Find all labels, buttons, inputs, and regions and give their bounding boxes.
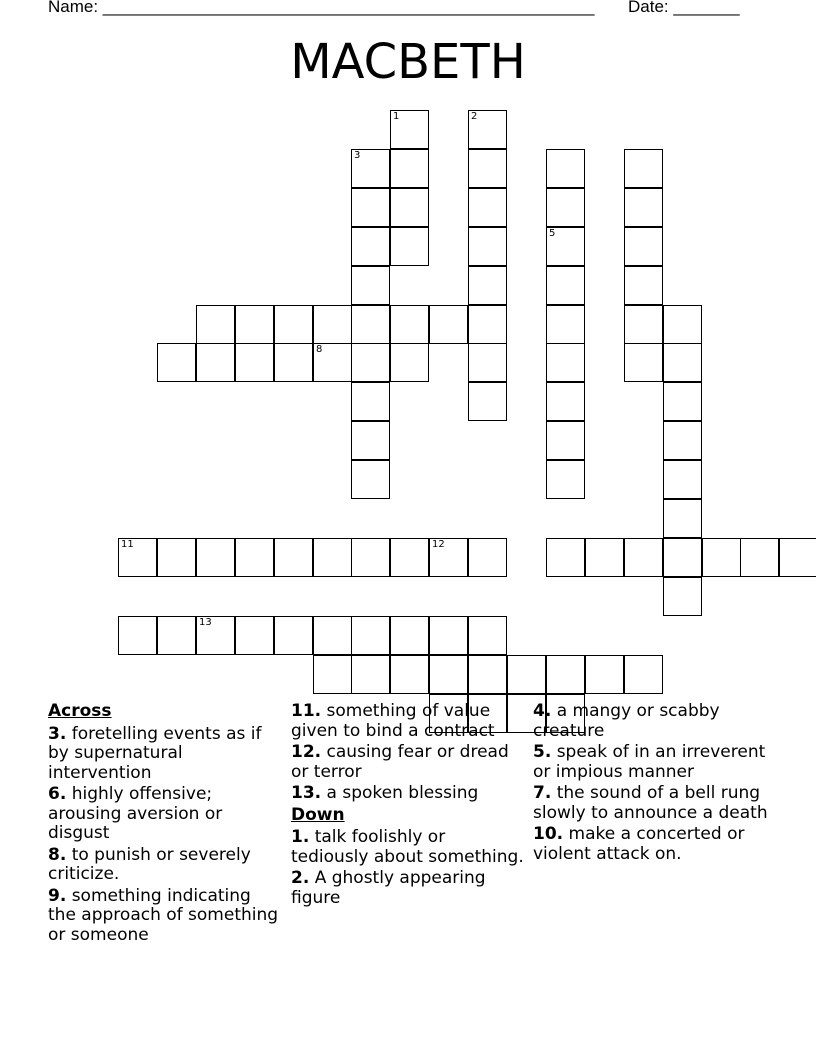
clue-text: make a concerted or violent attack on. [533, 824, 745, 864]
grid-cell[interactable] [351, 343, 390, 382]
grid-cell[interactable] [196, 305, 235, 344]
grid-cell[interactable] [196, 343, 235, 382]
grid-cell[interactable] [390, 538, 429, 577]
grid-cell[interactable] [779, 538, 816, 577]
clue-number: 10. [533, 824, 564, 844]
grid-cell[interactable] [546, 227, 585, 266]
grid-cell[interactable] [663, 577, 702, 616]
grid-cell[interactable] [429, 305, 468, 344]
clues-column-3 [533, 702, 768, 866]
name-field-label: Name: ____________________________________________________ [48, 0, 595, 16]
grid-cell[interactable] [468, 343, 507, 382]
grid-cell[interactable] [468, 266, 507, 305]
grid-cell[interactable] [390, 149, 429, 188]
grid-cell[interactable] [235, 538, 274, 577]
grid-cell[interactable] [624, 266, 663, 305]
page-title: MACBETH [290, 34, 526, 90]
clue-text: causing fear or dread or terror [291, 742, 509, 782]
cell-number: 1 [393, 111, 400, 122]
grid-cell[interactable] [546, 188, 585, 227]
grid-cell[interactable] [390, 305, 429, 344]
clue-number: 6. [48, 784, 67, 804]
grid-cell[interactable] [624, 305, 663, 344]
grid-cell[interactable] [313, 538, 352, 577]
grid-cell[interactable] [468, 382, 507, 421]
grid-cell[interactable] [351, 227, 390, 266]
grid-cell[interactable] [546, 538, 585, 577]
grid-cell[interactable] [351, 149, 390, 188]
down-clue-4 [533, 702, 768, 741]
cell-number: 8 [316, 344, 323, 355]
grid-cell[interactable] [546, 655, 585, 694]
across-clue-12 [291, 743, 526, 782]
cell-number: 5 [549, 228, 556, 239]
clue-text: talk foolishly or tediously about something. [291, 827, 524, 867]
clue-text: a spoken blessing [326, 783, 479, 803]
grid-cell[interactable] [118, 538, 157, 577]
grid-cell[interactable] [740, 538, 779, 577]
clues-column-2 [291, 702, 526, 910]
grid-cell[interactable] [429, 538, 468, 577]
grid-cell[interactable] [429, 616, 468, 655]
clue-text: something indicating the approach of something or someone [48, 885, 279, 945]
clue-text: speak of in an irreverent or impious manner [533, 742, 766, 782]
clue-number: 11. [291, 701, 322, 721]
grid-cell[interactable] [546, 382, 585, 421]
clue-text: something of value given to bind a contract [291, 701, 495, 741]
cell-number: 13 [199, 617, 212, 628]
grid-cell[interactable] [624, 227, 663, 266]
grid-cell[interactable] [235, 343, 274, 382]
clue-text: A ghostly appearing figure [291, 868, 486, 908]
across-clue-3 [48, 725, 283, 784]
grid-cell[interactable] [390, 655, 429, 694]
down-heading: Down [291, 804, 345, 825]
grid-cell[interactable] [546, 305, 585, 344]
grid-cell[interactable] [235, 305, 274, 344]
clue-number: 8. [48, 844, 67, 865]
grid-cell[interactable] [663, 499, 702, 538]
clue-text: to punish or severely criticize. [48, 844, 251, 884]
cell-number: 12 [432, 539, 445, 550]
clue-number: 5. [533, 742, 552, 762]
grid-cell[interactable] [546, 421, 585, 460]
across-clue-8 [48, 846, 283, 885]
down-clue-5 [533, 743, 768, 782]
grid-cell[interactable] [663, 382, 702, 421]
clue-number: 7. [533, 783, 552, 803]
grid-cell[interactable] [624, 188, 663, 227]
cell-number: 2 [471, 111, 478, 122]
cell-number: 11 [121, 539, 134, 550]
grid-cell[interactable] [468, 149, 507, 188]
grid-cell[interactable] [468, 655, 507, 694]
clues-column-1 [48, 702, 283, 947]
grid-cell[interactable] [196, 616, 235, 655]
grid-cell[interactable] [390, 616, 429, 655]
across-heading: Across [48, 701, 112, 721]
across-clue-13 [291, 784, 526, 804]
grid-cell[interactable] [546, 343, 585, 382]
across-clue-6 [48, 785, 283, 844]
grid-cell[interactable] [274, 343, 313, 382]
down-clue-7 [533, 784, 768, 823]
clue-text: foretelling events as if by supernatural intervention [48, 723, 262, 783]
clue-number: 12. [291, 742, 322, 762]
grid-cell[interactable] [274, 305, 313, 344]
grid-cell[interactable] [196, 538, 235, 577]
grid-cell[interactable] [468, 188, 507, 227]
grid-cell[interactable] [390, 343, 429, 382]
grid-cell[interactable] [118, 616, 157, 655]
clue-number: 13. [291, 783, 322, 803]
date-field-label: Date: _______ [628, 0, 740, 16]
grid-cell[interactable] [624, 149, 663, 188]
grid-cell[interactable] [468, 305, 507, 344]
down-clue-1 [291, 828, 526, 867]
grid-cell[interactable] [546, 149, 585, 188]
grid-cell[interactable] [351, 421, 390, 460]
grid-cell[interactable] [351, 188, 390, 227]
down-clue-2 [291, 869, 526, 908]
grid-cell[interactable] [313, 305, 352, 344]
clue-text: a mangy or scabby creature [533, 701, 720, 741]
grid-cell[interactable] [507, 655, 546, 694]
grid-cell[interactable] [468, 538, 507, 577]
grid-cell[interactable] [157, 343, 196, 382]
down-clue-10 [533, 825, 768, 864]
grid-cell[interactable] [546, 266, 585, 305]
grid-cell[interactable] [468, 227, 507, 266]
grid-cell[interactable] [546, 460, 585, 499]
grid-cell[interactable] [624, 538, 663, 577]
grid-cell[interactable] [663, 538, 702, 577]
clue-text: highly offensive; arousing aversion or disgust [48, 784, 223, 843]
grid-cell[interactable] [663, 343, 702, 382]
grid-cell[interactable] [157, 538, 196, 577]
grid-cell[interactable] [351, 305, 390, 344]
grid-cell[interactable] [468, 616, 507, 655]
grid-cell[interactable] [585, 655, 624, 694]
cell-number: 3 [354, 150, 361, 161]
grid-cell[interactable] [624, 655, 663, 694]
grid-cell[interactable] [235, 616, 274, 655]
clue-number: 2. [291, 868, 310, 888]
grid-cell[interactable] [313, 655, 352, 694]
across-clue-9 [48, 887, 283, 946]
grid-cell[interactable] [624, 343, 663, 382]
clue-number: 3. [48, 723, 67, 744]
grid-cell[interactable] [351, 460, 390, 499]
grid-cell[interactable] [351, 266, 390, 305]
grid-cell[interactable] [313, 616, 352, 655]
grid-cell[interactable] [663, 421, 702, 460]
grid-cell[interactable] [429, 655, 468, 694]
grid-cell[interactable] [351, 655, 390, 694]
clue-number: 1. [291, 827, 310, 847]
grid-cell[interactable] [351, 382, 390, 421]
grid-cell[interactable] [390, 227, 429, 266]
grid-cell[interactable] [663, 460, 702, 499]
grid-cell[interactable] [585, 538, 624, 577]
grid-cell[interactable] [157, 616, 196, 655]
clue-number: 9. [48, 885, 67, 906]
grid-cell[interactable] [663, 305, 702, 344]
clue-text: the sound of a bell rung slowly to announce a death [533, 783, 768, 823]
across-clue-11 [291, 702, 526, 741]
grid-cell[interactable] [274, 538, 313, 577]
clue-number: 4. [533, 701, 552, 721]
grid-cell[interactable] [390, 110, 429, 149]
grid-cell[interactable] [468, 110, 507, 149]
grid-cell[interactable] [274, 616, 313, 655]
grid-cell[interactable] [351, 616, 390, 655]
grid-cell[interactable] [313, 343, 352, 382]
grid-cell[interactable] [351, 538, 390, 577]
grid-cell[interactable] [390, 188, 429, 227]
grid-cell[interactable] [702, 538, 741, 577]
